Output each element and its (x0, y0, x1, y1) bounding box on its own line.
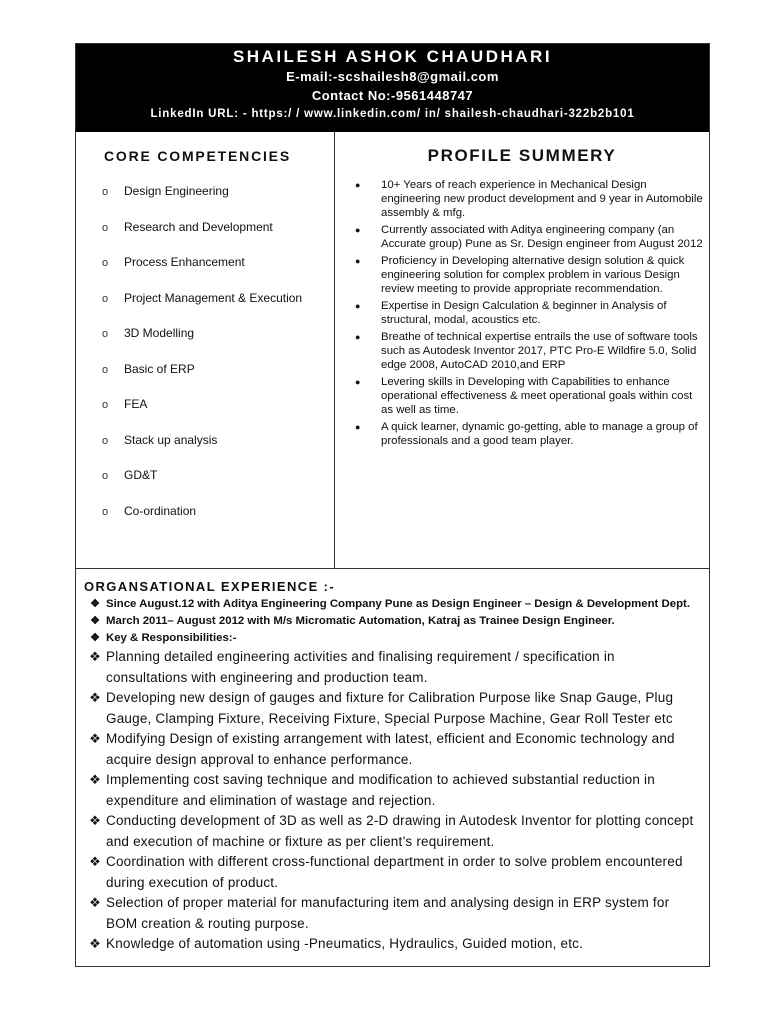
list-item: ● Levering skills in Developing with Capabilities to enhance operational effectiveness & meet operational goals within cost as well as time. (355, 376, 693, 416)
list-item: ❖ Implementing cost saving technique and modification to achieved substantial reduction in expenditure and elimination of wastage and rejection. (84, 770, 699, 811)
diamond-bullet-icon: ❖ (89, 772, 101, 787)
list-item: o Basic of ERP (102, 361, 195, 376)
diamond-bullet-icon: ❖ (90, 632, 100, 644)
circle-bullet-icon: o (102, 328, 109, 340)
linkedin-line: LinkedIn URL: - https:/ / www.linkedin.com/ in/ shailesh-chaudhari-322b2b101 (150, 108, 635, 120)
contact-line: Contact No:-9561448747 (311, 88, 474, 103)
list-item: ❖ Modifying Design of existing arrangement with latest, efficient and Economic technology and acquire design approval to enhance performance. (84, 729, 699, 770)
list-item: o Project Management & Execution (102, 290, 303, 305)
candidate-name: SHAILESH ASHOK CHAUDHARI (232, 47, 553, 66)
dot-bullet-icon: ● (355, 332, 361, 342)
diamond-bullet-icon: ❖ (89, 690, 101, 705)
list-item: ❖ Planning detailed engineering activities and finalising requirement / specification in consultations with engineering and production team. (84, 647, 699, 688)
dot-bullet-icon: ● (355, 377, 361, 387)
dot-bullet-icon: ● (355, 180, 361, 190)
diamond-bullet-icon: ❖ (90, 615, 100, 627)
list-item: ❖ Since August.12 with Aditya Engineering Company Pune as Design Engineer – Design & Development Dept. (84, 596, 699, 613)
profile-summary-column (335, 132, 709, 568)
core-competencies-title: CORE COMPETENCIES (104, 148, 291, 164)
profile-summary-list (355, 178, 703, 451)
list-item: ● Currently associated with Aditya engineering company (an Accurate group) Pune as Sr. Design engineer from August 2012 (355, 224, 703, 250)
dot-bullet-icon: ● (355, 301, 361, 311)
summary-section (76, 132, 709, 569)
resume-header (76, 44, 709, 132)
diamond-bullet-icon: ❖ (89, 854, 101, 869)
list-item: ❖ Developing new design of gauges and fixture for Calibration Purpose like Snap Gauge, Plug Gauge, Clamping Fixture, Receiving Fixture, Special Purpose Machine, Gear Roll Tester etc (84, 688, 699, 729)
circle-bullet-icon: o (102, 292, 109, 305)
profile-summary-title: PROFILE SUMMERY (427, 146, 617, 165)
list-item: o Design Engineering (102, 184, 229, 198)
list-item: ● Breathe of technical expertise entrails the use of software tools such as Autodesk Inventor 2017, PTC Pro-E Wildfire 5.0, Solid edge 2008, AutoCAD 2010,and ERP (355, 331, 698, 371)
list-item: ● Expertise in Design Calculation & beginner in Analysis of structural, modal, acoustics etc. (355, 300, 667, 326)
circle-bullet-icon: o (102, 434, 109, 447)
list-item: ❖ March 2011– August 2012 with M/s Micromatic Automation, Katraj as Trainee Design Engineer. (84, 613, 699, 630)
diamond-bullet-icon: ❖ (89, 895, 101, 910)
list-item: o 3D Modelling (102, 326, 195, 340)
list-item: ❖ Coordination with different cross-functional department in order to solve problem encountered during execution of product. (84, 852, 699, 893)
circle-bullet-icon: o (102, 470, 109, 482)
list-item: ● A quick learner, dynamic go-getting, able to manage a group of professionals and a good team player. (355, 421, 698, 447)
dot-bullet-icon: ● (355, 225, 361, 235)
dot-bullet-icon: ● (355, 256, 361, 266)
organisational-experience-list (84, 596, 699, 955)
circle-bullet-icon: o (102, 221, 109, 234)
diamond-bullet-icon: ❖ (89, 649, 101, 664)
list-item: o Process Enhancement (102, 255, 245, 269)
diamond-bullet-icon: ❖ (90, 598, 100, 610)
list-item: o Research and Development (102, 219, 273, 234)
list-item: ● Proficiency in Developing alternative design solution & quick engineering solution for complex problem in various Design review meeting to provide appropriate recommendation. (355, 255, 685, 295)
resume-page (75, 43, 710, 967)
diamond-bullet-icon: ❖ (89, 731, 101, 746)
circle-bullet-icon: o (102, 257, 109, 269)
list-item: ● 10+ Years of reach experience in Mechanical Design engineering new product development and 9 year in Automobile assembly & mfg. (355, 179, 703, 219)
list-item: ❖ Selection of proper material for manufacturing item and analysing design in ERP system for BOM creation & routing purpose. (84, 893, 699, 934)
circle-bullet-icon: o (102, 505, 109, 518)
circle-bullet-icon: o (102, 399, 109, 411)
circle-bullet-icon: o (102, 186, 109, 198)
email-line: E-mail:-scshailesh8@gmail.com (286, 69, 499, 84)
list-item: ❖ Knowledge of automation using -Pneumatics, Hydraulics, Guided motion, etc. (84, 934, 699, 955)
circle-bullet-icon: o (102, 363, 109, 376)
diamond-bullet-icon: ❖ (89, 936, 101, 951)
organisational-experience-section (84, 578, 699, 955)
list-item: o Co-ordination (102, 503, 197, 518)
list-item: o GD&T (102, 468, 158, 482)
list-item: ❖ Conducting development of 3D as well as 2-D drawing in Autodesk Inventor for plotting concept and execution of machine or fixture as per client’s requirement. (84, 811, 699, 852)
list-item: o Stack up analysis (102, 432, 218, 447)
diamond-bullet-icon: ❖ (89, 813, 101, 828)
core-competencies-column (76, 132, 335, 568)
dot-bullet-icon: ● (355, 422, 361, 432)
list-item: ❖ Key & Responsibilities:- (84, 630, 699, 647)
list-item: o FEA (102, 397, 148, 411)
organisational-experience-title: ORGANSATIONAL EXPERIENCE :- (84, 579, 336, 594)
core-competencies-list (102, 184, 302, 539)
